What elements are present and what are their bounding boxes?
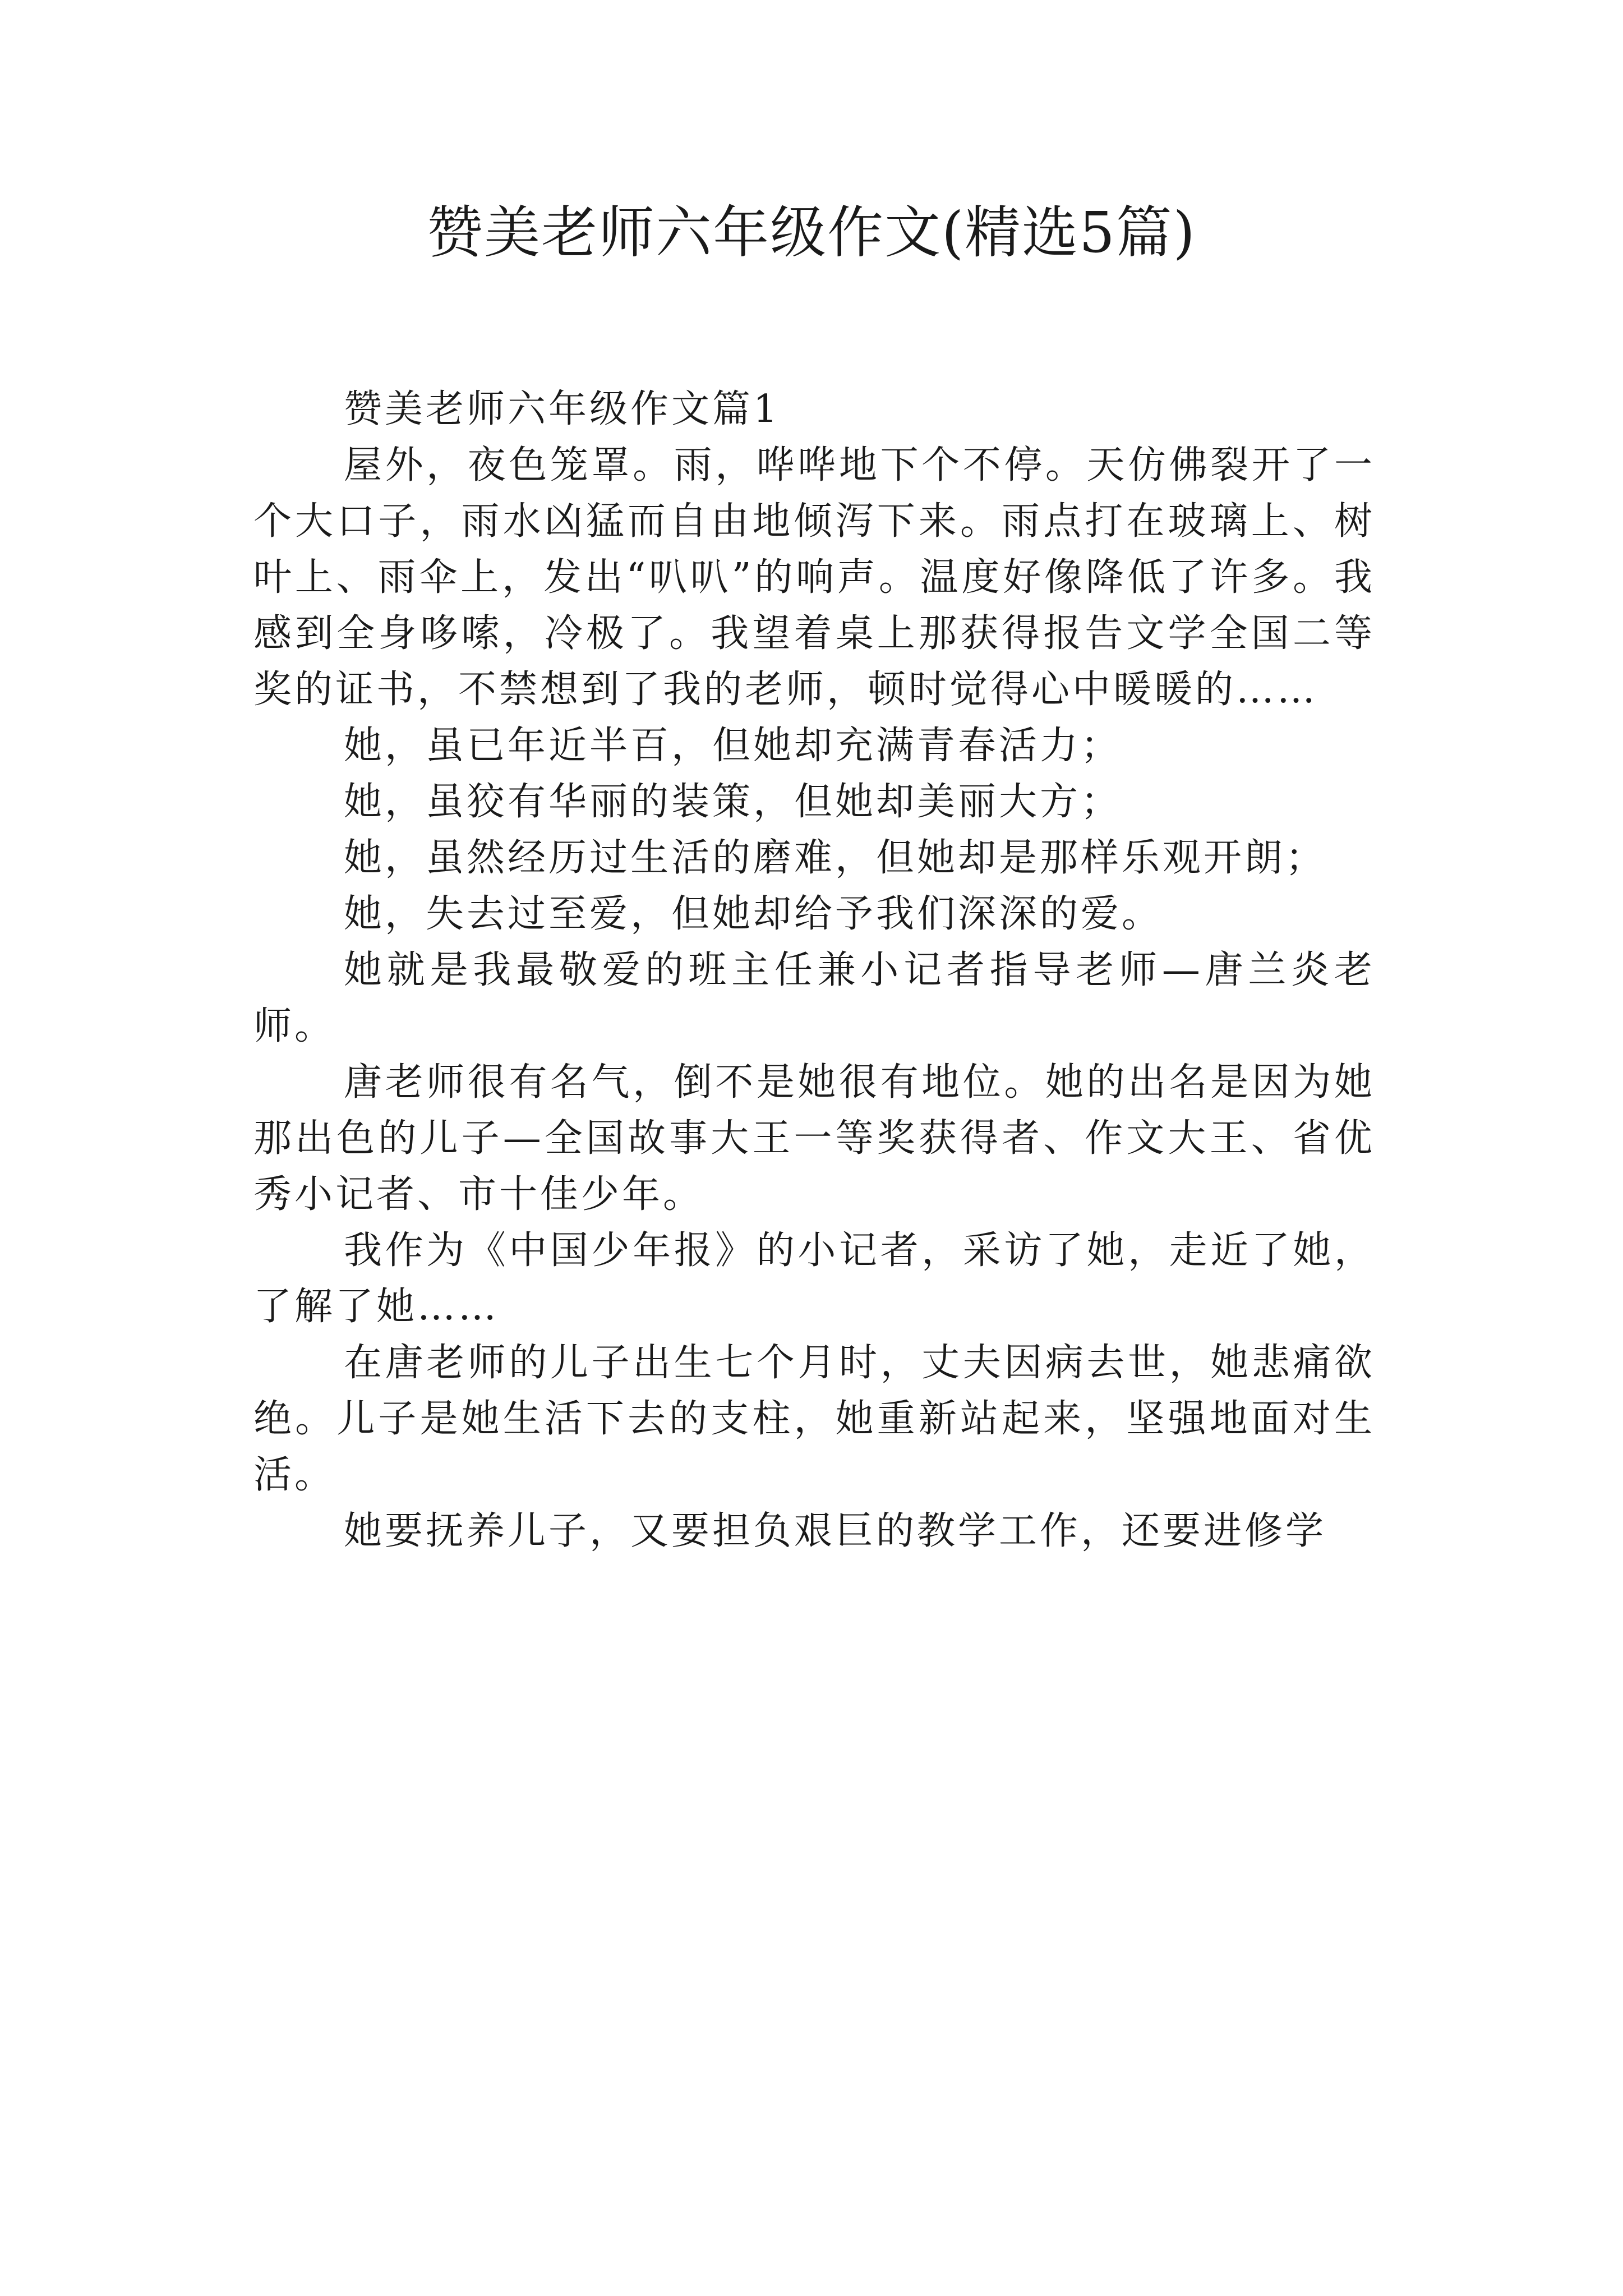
paragraph: 我作为《中国少年报》的小记者，采访了她，走近了她，了解了她…… xyxy=(253,1228,1375,1329)
paragraph: 她，虽然经历过生活的磨难，但她却是那样乐观开朗； xyxy=(344,836,1327,880)
paragraph: 她，失去过至爱，但她却给予我们深深的爱。 xyxy=(344,892,1163,936)
section-heading: 赞美老师六年级作文篇1 xyxy=(344,387,781,431)
paragraph: 她要抚养儿子，又要担负艰巨的教学工作，还要进修学 xyxy=(344,1509,1327,1553)
document-body xyxy=(253,381,1375,1559)
paragraph: 她就是我最敬爱的班主任兼小记者指导老师—唐兰炎老师。 xyxy=(253,948,1375,1048)
paragraph: 唐老师很有名气，倒不是她很有地位。她的出名是因为她那出色的儿子—全国故事大王一等奖获得者、作文大王、省优秀小记者、市十佳少年。 xyxy=(253,1060,1375,1217)
paragraph: 她，虽狡有华丽的装策，但她却美丽大方； xyxy=(344,780,1122,824)
paragraph: 在唐老师的儿子出生七个月时，丈夫因病去世，她悲痛欲绝。儿子是她生活下去的支柱，她重新站起来，坚强地面对生活。 xyxy=(253,1341,1375,1497)
paragraph: 屋外，夜色笼罩。雨，哗哗地下个不停。天仿佛裂开了一个大口子，雨水凶猛而自由地倾泻下来。雨点打在玻璃上、树叶上、雨伞上，发出“叭叭”的响声。温度好像降低了许多。我感到全身哆嗦，冷极了。我望着桌上那获得报告文学全国二等奖的证书，不禁想到了我的老师，顿时觉得心中暖暖的…… xyxy=(253,443,1375,712)
document-title: 赞美老师六年级作文(精选5篇) xyxy=(427,200,1196,265)
paragraph: 她，虽已年近半百，但她却充满青春活力； xyxy=(344,724,1122,768)
